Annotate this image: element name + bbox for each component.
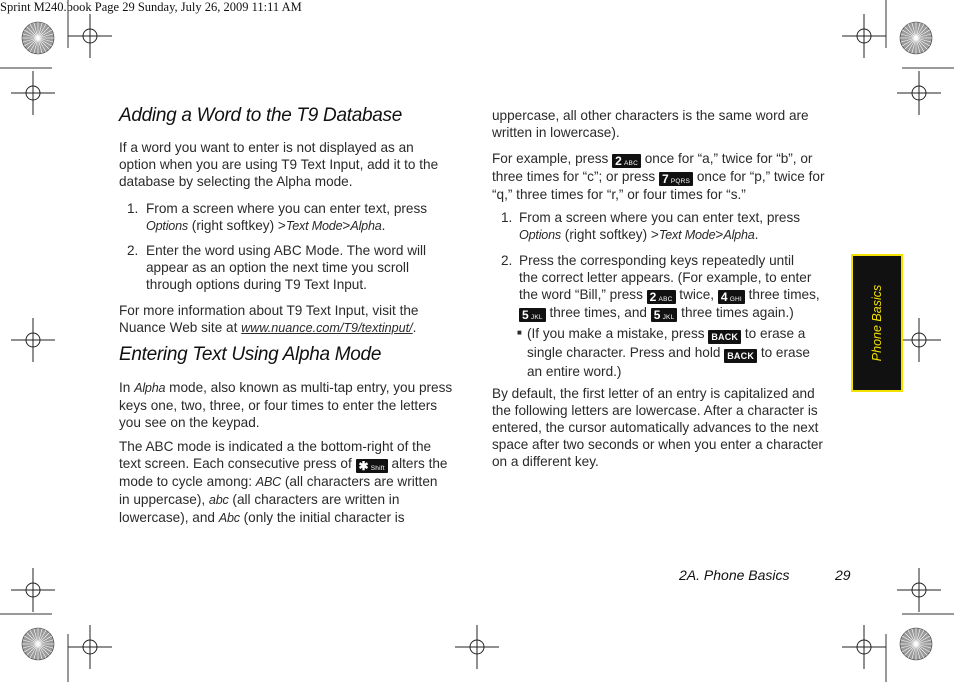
registration-cross — [11, 71, 55, 115]
registration-cross — [455, 625, 499, 669]
book-header: Sprint M240.book Page 29 Sunday, July 26, 2009 11:11 AM — [0, 0, 302, 14]
registration-cross — [897, 568, 941, 612]
registration-cross — [897, 318, 941, 362]
tip-bullet: ■ (If you make a mistake, press BACK to erase a single character. Press and hold BACK to erase an entire word.) — [517, 326, 810, 379]
key-4-icon: 4 GHI — [718, 290, 745, 304]
right-step-2: 2. Press the corresponding keys repeatedly until the correct letter appears. (For example, to enter the word “Bill,” press 2 ABC twice, 4 GHI three times, 5 JKL three times, and 5 JKL three times again.) — [501, 253, 820, 322]
section-tab-label: Phone Basics — [870, 284, 884, 362]
key-2-icon: 2 ABC — [647, 290, 676, 304]
left-step-1: 1. From a screen where you can enter text, press Options (right softkey) >Text Mode>Alpha. — [127, 201, 428, 233]
registration-cross — [842, 14, 886, 58]
left-step-2: 2. Enter the word using ABC Mode. The word will appear as an option the next time you scroll through options during T9 Text Input. — [127, 243, 427, 292]
right-continued-paragraph: uppercase, all other characters is the same word are written in lowercase). — [492, 108, 809, 140]
section-heading-alpha-mode: Entering Text Using Alpha Mode — [119, 344, 382, 365]
registration-cross — [11, 568, 55, 612]
right-step-1: 1. From a screen where you can enter text, press Options (right softkey) >Text Mode>Alpha. — [501, 210, 801, 242]
color-bar-wheel — [22, 628, 54, 660]
abc-mode-paragraph: The ABC mode is indicated a the bottom-right of the text screen. Each consecutive press of ✱ Shift alters the mode to cycle among: ABC (all characters are written in uppercase), abc (all characters are written in lowercase), and Abc (only the initial character is — [119, 439, 448, 525]
more-info-paragraph: For more information about T9 Text Input, visit the Nuance Web site at www.nuance.com/T9/textinput/. — [119, 303, 419, 335]
registration-cross — [11, 318, 55, 362]
key-2-icon: 2 ABC — [612, 154, 641, 168]
section-tab — [851, 254, 903, 392]
registration-cross — [68, 14, 112, 58]
registration-cross — [897, 71, 941, 115]
shift-key-icon: ✱ Shift — [356, 459, 388, 473]
nuance-link[interactable]: www.nuance.com/T9/textinput/ — [241, 321, 413, 335]
color-bar-wheel — [22, 22, 54, 54]
footer-section: 2A. Phone Basics — [679, 567, 790, 583]
back-key-icon: BACK — [708, 330, 741, 344]
key-5-icon: 5 JKL — [519, 308, 546, 322]
key-5-icon: 5 JKL — [651, 308, 678, 322]
intro-paragraph: If a word you want to enter is not displayed as an option when you are using T9 Text Input, add it to the database by selecting the Alpha mode. — [119, 140, 439, 189]
alpha-mode-paragraph: In Alpha mode, also known as multi-tap entry, you press keys one, two, three, or four times to enter the letters you see on the keypad. — [119, 380, 453, 430]
registration-cross — [68, 625, 112, 669]
color-bar-wheel — [900, 628, 932, 660]
page-number: 29 — [835, 567, 851, 583]
example-paragraph: For example, press 2 ABC once for “a,” twice for “b”, or three times for “c”; or press 7 PQRS once for “p,” twice for “q,” three times for “r,” or four times for “s.” — [492, 151, 825, 202]
bullet-icon: ■ — [517, 328, 522, 337]
default-case-paragraph: By default, the first letter of an entry is capitalized and the following letters are lowercase. After a character is entered, the cursor automatically advances to the next space after two seconds or when you enter a character on a different key. — [492, 386, 823, 469]
section-heading-adding-word: Adding a Word to the T9 Database — [119, 105, 402, 126]
color-bar-wheel — [900, 22, 932, 54]
registration-cross — [842, 625, 886, 669]
key-7-icon: 7 PQRS — [659, 172, 693, 186]
back-key-icon: BACK — [724, 349, 757, 363]
